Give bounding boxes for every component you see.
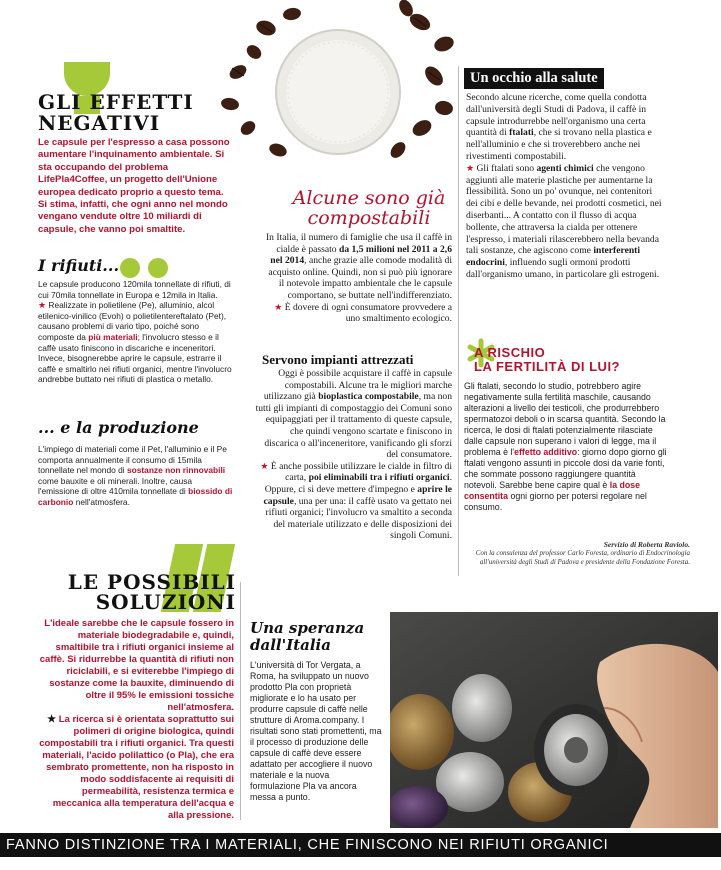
produzione-heading: ... e la produzione xyxy=(38,418,199,437)
salute-title: Un occhio alla salute xyxy=(464,68,604,89)
section-title-effetti: GLI EFFETTI NEGATIVI xyxy=(38,90,194,135)
star-icon: ★ xyxy=(274,301,283,312)
credit-text: Servizio di Roberta Raviolo. Con la consulenza del professor Carlo Foresta, ordinario di Endocrinologia all'università degli Studi di Padova e presidente della Fondazione Foresta. xyxy=(475,540,690,566)
compostabili-text: In Italia, il numero di famiglie che usa il caffè in cialde è passato da 1,5 milioni nel 2011 a 2,6 nel 2014, anche grazie alle comode modalità di acquisto online. Quindi, non si può più ignorare il notevole impatto ambientale che le capsule comportano, se buttate nell'indifferenziato. ★ È dovere di ogni consumatore provvedere a uno smaltimento ecologico. xyxy=(265,232,452,325)
impianti-heading: Servono impianti attrezzati xyxy=(262,352,414,367)
rifiuti-p2: ★ Realizzate in polietilene (Pe), alluminio, alcol etilenico-vinilico (Evoh) o polietilentereftalato (Pet), causano problemi di vario tipo, poiché sono composte da più materiali; l'involucro stesso e il caffè usato finiscono in discariche e inceneritori. Invece, bisognerebbe aprire le capsule, estrarre il caffè e smaltirlo nei rifiuti organici, mentre l'involucro andrebbe buttato nei rifiuti di plastica o metallo. xyxy=(38,300,232,385)
fertilita-title: A RISCHIO LA FERTILITÀ DI LUI? xyxy=(474,345,620,374)
fertilita-text: Gli ftalati, secondo lo studio, potrebbero agire negativamente sulla fertilità maschile, causando alterazioni a livello dei testicoli, che produrrebbero spermatozoi deboli o in scarsa quantità. Secondo la ricerca, le dosi di ftalati potenzialmente rilasciate dalle capsule non superano i valori di legge, ma il problema è l'effetto additivo: giorno dopo giorno gli ftalati vengono assunti in piccole dosi da varie fonti, che sommate possono raggiungere quantità notevoli. Sarebbe bene capire qual è la dose consentita ogni giorno per potersi regolare nel consumo. xyxy=(464,381,667,512)
soluzioni-text: L'ideale sarebbe che le capsule fossero in materiale biodegradabile e, quindi, smaltibile tra i rifiuti organici insieme al caffè. Si ridurrebbe la quantità di rifiuti non riciclabili, e si eviterebbe l'impiego di sostanze come la bauxite, diminuendo di oltre il 95% le emissioni tossiche nell'atmosfera. ★ La ricerca si è orientata soprattutto sui polimeri di origine biologica, quindi compostabili tra i rifiuti organici. Tra questi materiali, l'acido polilattico (o Pla), che era sembrato promettente, non ha risposto in modo soddisfacente ai requisiti di permeabilità, resistenza termica e meccanica alla temperatura dell'acqua e alla pressione. xyxy=(39,618,234,821)
coffee-pad-illustration xyxy=(208,0,458,190)
rifiuti-p1: Le capsule producono 120mila tonnellate di rifiuti, di cui 70mila tonnellate in Europa e 12mila in Italia. xyxy=(38,279,231,300)
rifiuti-text xyxy=(38,279,234,385)
green-dot xyxy=(148,258,168,278)
rifiuti-heading: I rifiuti... xyxy=(38,256,120,275)
star-icon: ★ xyxy=(260,460,269,471)
star-icon: ★ xyxy=(466,162,475,173)
impianti-text: Oggi è possibile acquistare il caffè in capsule compostabili. Alcune tra le migliori marche utilizzano già bioplastica compostabile, ma non tutti gli impianti di compostaggio dei Comuni sono equipaggiati per il trattamento di queste capsule, che quindi vengono scartate e finiscono in discarica o all'inceneritore, vanificando gli sforzi del consumatore. ★ È anche possibile utilizzare le cialde in filtro di carta, poi eliminabili tra i rifiuti organici. Oppure, ci si deve mettere d'impegno e aprire le capsule, una per una: il caffè usato va gettato nei rifiuti organici; l'involucro va smaltito a seconda del materiale utilizzato e delle disposizioni dei singoli Comuni. xyxy=(255,368,452,542)
capsules-photo xyxy=(390,612,718,828)
compostabili-title: Alcune sono già compostabili xyxy=(292,187,446,229)
speranza-text: L'università di Tor Vergata, a Roma, ha sviluppato un nuovo prodotto Pla con proprietà migliorate e lo ha usato per produrre capsule di caffè nelle strutture di Aroma.company. I risultati sono stati promettenti, ma il processo di produzione delle capsule di caffè deve essere adattato per accogliere il nuovo materiale e la nuova formulazione Pla va ancora messa a punto. xyxy=(250,660,382,802)
star-icon: ★ xyxy=(47,714,57,725)
salute-text: Secondo alcune ricerche, come quella condotta dall'università degli Studi di Padova, il caffè in capsule introdurrebbe nell'organismo una certa quantità di ftalati, che si trovano nella plastica e nell'alluminio e che si troverebbero anche nei rivestimenti compostabili. ★ Gli ftalati sono agenti chimici che vengono aggiunti alle materie plastiche per aumentarne la flessibilità. Sono un po' ovunque, nei contenitori dei cibi e delle bevande, nei prodotti cosmetici, nei diserbanti... A contatto con il flusso di acqua bollente, che attraversa la cialda per ottenere l'espresso, i materiali rilascerebbero nella bevanda tali sostanze, che agiscono come interferenti endocrini, influendo sugli ormoni prodotti dall'organismo umano, in particolare gli estrogeni. xyxy=(466,92,662,280)
column-divider xyxy=(240,582,241,820)
effetti-lead: Le capsule per l'espresso a casa possono aumentare l'inquinamento ambientale. Si sta occupando del problema LifePla4Coffee, un progetto dell'Unione europea dedicato proprio a questo tema. Si stima, infatti, che ogni anno nel mondo vengano vendute oltre 10 miliardi di capsule, che vanno poi smaltite. xyxy=(38,137,230,235)
speranza-title: Una speranza dall'Italia xyxy=(250,619,365,654)
star-icon: ★ xyxy=(38,300,47,311)
footer-caption: FANNO DISTINZIONE TRA I MATERIALI, CHE FINISCONO NEI RIFIUTI ORGANICI xyxy=(0,833,721,857)
column-divider xyxy=(458,66,459,576)
green-dot xyxy=(120,258,140,278)
section-title-soluzioni: LE POSSIBILI SOLUZIONI xyxy=(67,570,236,614)
produzione-text: L'impiego di materiali come il Pet, l'alluminio e il Pe comporta annualmente il consumo di 15mila tonnellate nel mondo di sostanze non rinnovabili come bauxite e oli minerali. Inoltre, causa l'emissione di oltre 410mila tonnellate di biossido di carbonio nell'atmosfera. xyxy=(38,444,233,507)
